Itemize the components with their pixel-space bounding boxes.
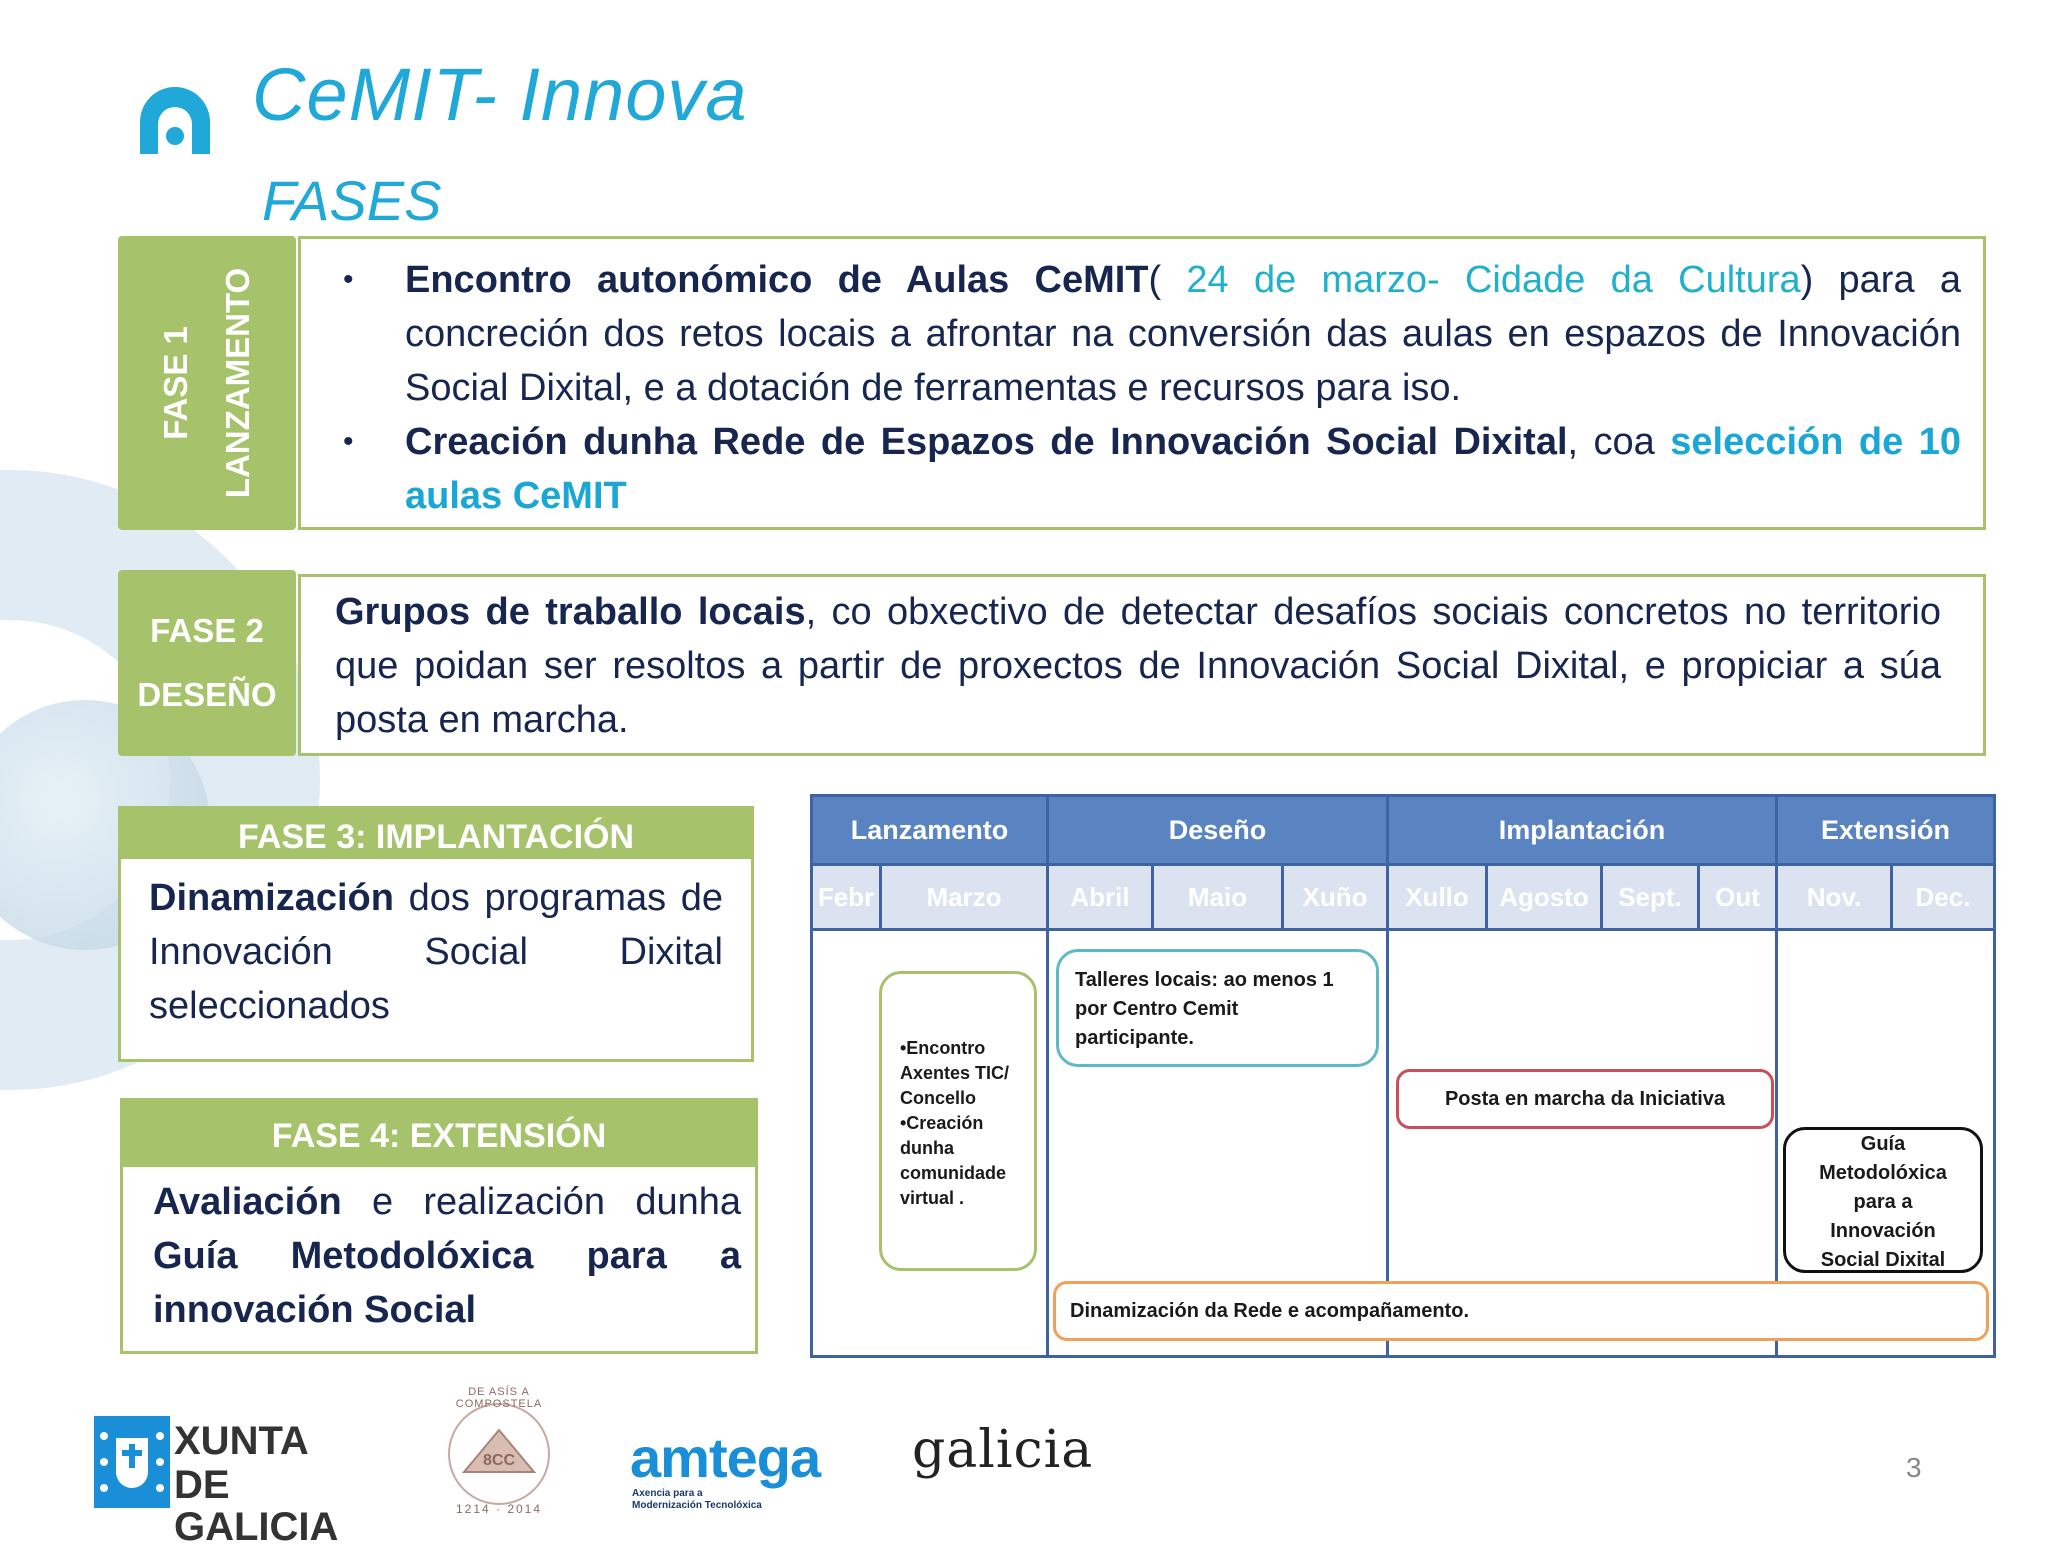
xunta-text-line1: XUNTA (174, 1419, 309, 1463)
guia-line: Guía (1860, 1133, 1906, 1155)
gantt-grid-line (1151, 863, 1154, 931)
cemit-logo-icon (130, 80, 220, 158)
encontro-line: virtual . (900, 1188, 965, 1208)
encontro-line: Concello (900, 1088, 977, 1108)
guia-line: Metodolóxica (1819, 1162, 1947, 1184)
amtega-tagline-2: Modernización Tecnolóxica (632, 1500, 762, 1511)
fase1-tag-text (145, 268, 269, 498)
seal-center-text: 8CC (482, 1452, 515, 1469)
fase1-bullet2-bold: Creación dunha Rede de Espazos de Innovación Social Dixital (405, 421, 1568, 463)
page-subtitle: FASES (262, 169, 442, 232)
gantt-month-agosto: Agosto (1488, 866, 1600, 928)
gantt-month-out: Out (1700, 866, 1775, 928)
fase4-header: FASE 4: EXTENSIÓN (123, 1101, 755, 1167)
fase2-tag-line1: FASE 2 (150, 612, 264, 649)
fase4-text (123, 1167, 755, 1337)
fase3-text (121, 859, 751, 1033)
amtega-name: amtega (630, 1426, 821, 1489)
fase4-box (120, 1098, 758, 1354)
gantt-grid-line (879, 863, 882, 931)
gantt-phase-desenho: Deseño (1049, 797, 1386, 863)
xunta-crest-icon (94, 1416, 170, 1508)
fase1-bullet-1 (323, 253, 1961, 415)
fase2-text (335, 585, 1941, 747)
fase3-header: FASE 3: IMPLANTACIÓN (121, 809, 751, 859)
asis-compostela-seal-logo (424, 1384, 574, 1524)
gantt-card-talleres: Talleres locais: ao menos 1 por Centro Cemit participante. (1056, 949, 1379, 1067)
gantt-month-sept: Sept. (1603, 866, 1697, 928)
fase1-tag-line2: LANZAMENTO (219, 267, 256, 499)
gantt-month-divider (813, 928, 1993, 931)
fase2-tag (118, 570, 296, 756)
fase2-text-bold: Grupos de traballo locais (335, 591, 806, 633)
gantt-phase-implantacion: Implantación (1389, 797, 1775, 863)
fase1-bullet1-highlight: 24 de marzo- Cidade da Cultura (1186, 259, 1801, 301)
gantt-card-dinamizacion: Dinamización da Rede e acompañamento. (1053, 1281, 1989, 1341)
gantt-month-xullo: Xullo (1389, 866, 1485, 928)
gantt-month-abril: Abril (1049, 866, 1151, 928)
fase4-text-bold2: Guía Metodolóxica para a innovación Social (153, 1235, 741, 1331)
gantt-month-dec: Dec. (1893, 866, 1993, 928)
amtega-logo (630, 1428, 860, 1518)
fase1-bullet1-bold: Encontro autonómico de Aulas CeMIT (405, 259, 1149, 301)
encontro-line: Axentes TIC/ (900, 1063, 1010, 1083)
fase4-text-mid: e realización dunha (341, 1181, 741, 1223)
fase2-tag-line2: DESEÑO (137, 676, 277, 713)
encontro-line: dunha (900, 1138, 954, 1158)
gantt-month-febr: Febr (813, 866, 879, 928)
guia-line: Social Dixital (1820, 1249, 1946, 1271)
amtega-tagline-1: Axencia para a (632, 1488, 703, 1499)
gantt-grid-line (1890, 863, 1893, 931)
xunta-de-galicia-logo (94, 1416, 374, 1549)
gantt-month-maio: Maio (1154, 866, 1281, 928)
gantt-month-xunho: Xuño (1284, 866, 1386, 928)
gantt-card-guia (1783, 1127, 1983, 1273)
fase1-tag (118, 236, 296, 530)
fase3-box (118, 806, 754, 1062)
gantt-month-nov: Nov. (1778, 866, 1890, 928)
seal-top-text: DE ASÍS A COMPOSTELA (455, 1386, 543, 1410)
page-number: 3 (1906, 1452, 1922, 1483)
encontro-line: comunidade (900, 1163, 1007, 1183)
gantt-card-posta: Posta en marcha da Iniciativa (1396, 1069, 1774, 1129)
bullet-dot-icon: • (343, 425, 354, 458)
bullet-dot-icon: • (343, 263, 354, 296)
guia-line: Innovación (1830, 1220, 1936, 1242)
gantt-grid-line (1281, 863, 1284, 931)
fase1-bullet1-open: ( (1148, 259, 1187, 301)
guia-line: para a (1853, 1191, 1913, 1213)
fase1-bullet-list (323, 253, 1961, 523)
fase1-tag-line1: FASE 1 (157, 326, 194, 440)
fase3-text-rest: dos programas de Innovación Social Dixital seleccionados (149, 877, 723, 1027)
fase4-text-bold1: Avaliación (153, 1181, 342, 1223)
gantt-month-marzo: Marzo (882, 866, 1046, 928)
page-title: CeMIT- Innova (252, 53, 748, 136)
gantt-card-encontro (879, 971, 1037, 1271)
gantt-grid-line (1046, 797, 1049, 1355)
gantt-grid-line (1600, 863, 1603, 931)
fase1-bullet1-rest: ) para a concreción dos retos locais a afrontar na conversión das aulas en espazos de Innovación Social Dixital, e a dotación de ferramentas e recursos para iso. (405, 259, 1961, 409)
fase1-bullet-2 (323, 415, 1961, 523)
encontro-line: •Encontro (900, 1038, 986, 1058)
gantt-phase-lanzamento: Lanzamento (813, 797, 1046, 863)
fase2-text-rest: , co obxectivo de detectar desafíos sociais concretos no territorio que poidan ser resoltos a partir de proxectos de Innovación Social Dixital, e propiciar a súa posta en marcha. (335, 591, 1941, 741)
encontro-line: •Creación (900, 1113, 984, 1133)
seal-bottom-text: 1214 · 2014 (455, 1502, 543, 1516)
gantt-phase-extension: Extensión (1778, 797, 1993, 863)
fase1-box (298, 236, 1986, 530)
gantt-grid-line (1775, 797, 1778, 1355)
galicia-brand-logo: galicia (912, 1420, 1094, 1480)
gantt-grid-line (1485, 863, 1488, 931)
gantt-grid-line (1697, 863, 1700, 931)
fase3-text-bold: Dinamización (149, 877, 394, 919)
fase2-box (298, 574, 1986, 756)
fase1-bullet2-mid: , coa (1567, 421, 1671, 463)
fase1-bullet2-highlight: selección de 10 aulas CeMIT (405, 421, 1961, 517)
gantt-timeline (810, 794, 1996, 1358)
gantt-grid-line (1386, 797, 1389, 1355)
xunta-text-line2: DE GALICIA (174, 1463, 339, 1549)
